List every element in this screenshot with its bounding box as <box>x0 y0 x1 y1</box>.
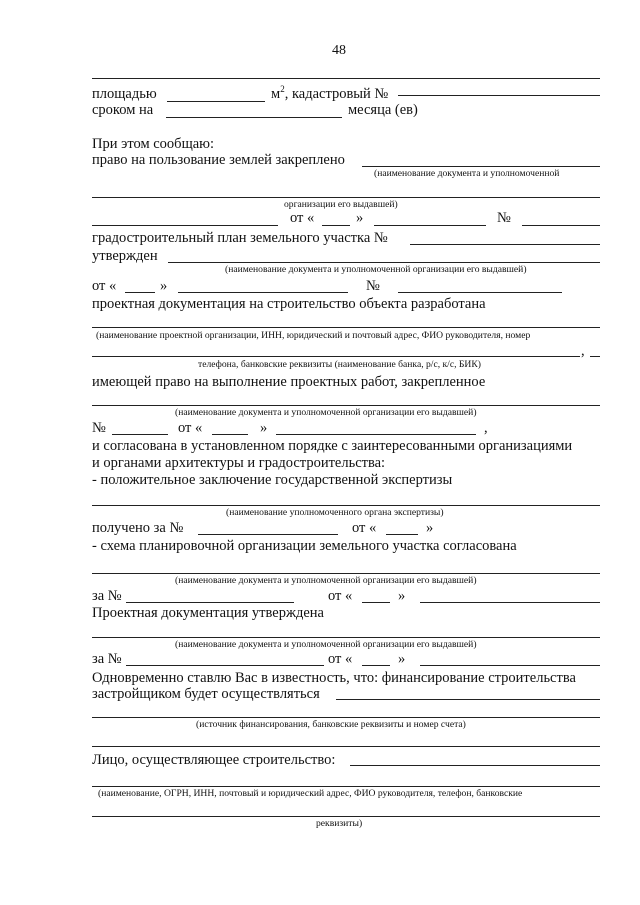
area-field[interactable] <box>167 101 265 102</box>
comma: , <box>484 420 488 436</box>
day-field[interactable] <box>386 534 418 535</box>
builder-field-3[interactable] <box>92 816 600 817</box>
gpzu-text: градостроительный план земельного участка № <box>92 230 388 246</box>
expertise-org-field[interactable] <box>92 505 600 506</box>
approved-field[interactable] <box>168 262 600 263</box>
date-close-label: » <box>356 210 364 226</box>
number-label: № <box>366 278 380 294</box>
date-from-label: от « <box>328 588 353 604</box>
date-from-label: от « <box>352 520 377 536</box>
notify-text: Одновременно ставлю Вас в известность, что: финансирование строительства <box>92 670 576 686</box>
has-right-text: имеющей право на выполнение проектных работ, закрепленное <box>92 374 486 390</box>
scheme-doc-field[interactable] <box>92 573 600 574</box>
project-org-field-3[interactable] <box>590 356 600 357</box>
agreed-text-2: и органами архитектуры и градостроительства: <box>92 455 386 471</box>
month-year-field[interactable] <box>276 434 476 435</box>
day-field[interactable] <box>362 665 390 666</box>
license-field[interactable] <box>92 405 600 406</box>
caption: (наименование уполномоченного органа экспертизы) <box>226 507 444 518</box>
expertise-text: - положительное заключение государственной экспертизы <box>92 472 453 488</box>
caption: (наименование документа и уполномоченной организации его выдавшей) <box>225 264 527 275</box>
date-from-label: от « <box>328 651 353 667</box>
caption: реквизиты) <box>316 818 363 829</box>
land-right-field[interactable] <box>362 166 600 167</box>
date-from-label: от « <box>178 420 203 436</box>
date-close-label: » <box>398 651 406 667</box>
land-doc-field-2[interactable] <box>92 225 278 226</box>
number-field[interactable] <box>112 434 168 435</box>
month-year-field[interactable] <box>420 602 600 603</box>
day-field[interactable] <box>212 434 248 435</box>
land-right-text: право на пользование землей закреплено <box>92 152 345 168</box>
for-number-label: за № <box>92 651 122 667</box>
caption: (наименование документа и уполномоченной <box>374 168 560 179</box>
area-unit: $м^2$, кадастровый № <box>271 84 389 102</box>
funding-field[interactable] <box>336 699 600 700</box>
number-field[interactable] <box>126 602 294 603</box>
received-label: получено за № <box>92 520 184 536</box>
for-number-label: за № <box>92 588 122 604</box>
caption: (наименование документа и уполномоченной организации его выдавшей) <box>175 639 477 650</box>
number-field[interactable] <box>198 534 338 535</box>
project-approved-text: Проектная документация утверждена <box>92 605 324 621</box>
agreed-text-1: и согласована в установленном порядке с заинтересованными организациями <box>92 438 573 454</box>
number-field[interactable] <box>522 225 600 226</box>
page-number: 48 <box>332 43 346 58</box>
top-rule <box>92 78 600 79</box>
months-label: месяца (ев) <box>348 102 418 118</box>
number-label: № <box>497 210 511 226</box>
project-org-field[interactable] <box>92 327 600 328</box>
caption: (наименование проектной организации, ИНН, юридический и почтовый адрес, ФИО руководителя, номер <box>96 330 531 341</box>
builder-label: Лицо, осуществляющее строительство: <box>92 752 336 768</box>
gpzu-field[interactable] <box>410 244 600 245</box>
area-label: площадью <box>92 86 157 102</box>
number-field[interactable] <box>398 292 562 293</box>
approved-label: утвержден <box>92 248 158 264</box>
funding-field-3[interactable] <box>92 746 600 747</box>
caption: (наименование, ОГРН, ИНН, почтовый и юридический адрес, ФИО руководителя, телефон, банковские <box>98 788 523 799</box>
term-label: сроком на <box>92 102 154 118</box>
date-close-label: » <box>426 520 434 536</box>
date-from-label: от « <box>290 210 315 226</box>
term-field[interactable] <box>166 117 342 118</box>
month-year-field[interactable] <box>178 292 348 293</box>
day-field[interactable] <box>322 225 350 226</box>
caption: (наименование документа и уполномоченной организации его выдавшей) <box>175 575 477 586</box>
builder-field-2[interactable] <box>92 786 600 787</box>
comma: , <box>581 343 585 359</box>
area-unit-sup: 2 <box>280 84 285 95</box>
approval-doc-field[interactable] <box>92 637 600 638</box>
scheme-text: - схема планировочной организации земельного участка согласована <box>92 538 517 554</box>
month-year-field[interactable] <box>374 225 486 226</box>
project-org-field-2[interactable] <box>92 356 580 357</box>
day-field[interactable] <box>125 292 155 293</box>
builder-field[interactable] <box>350 765 600 766</box>
month-year-field[interactable] <box>420 665 600 666</box>
caption: организации его выдавшей) <box>284 199 398 210</box>
number-label: № <box>92 420 106 436</box>
land-doc-field[interactable] <box>92 197 600 198</box>
cadastral-label: , кадастровый № <box>284 86 389 102</box>
caption: (источник финансирования, банковские реквизиты и номер счета) <box>196 719 466 730</box>
date-from-label: от « <box>92 278 117 294</box>
developer-text: застройщиком будет осуществляться <box>92 686 320 702</box>
number-field[interactable] <box>126 665 324 666</box>
date-close-label: » <box>398 588 406 604</box>
project-docs-text: проектная документация на строительство объекта разработана <box>92 296 486 312</box>
cadastral-field[interactable] <box>398 95 600 96</box>
date-close-label: » <box>160 278 168 294</box>
funding-field-2[interactable] <box>92 717 600 718</box>
date-close-label: » <box>260 420 268 436</box>
day-field[interactable] <box>362 602 390 603</box>
inform-text: При этом сообщаю: <box>92 136 215 152</box>
caption: (наименование документа и уполномоченной организации его выдавшей) <box>175 407 477 418</box>
caption: телефона, банковские реквизиты (наименование банка, р/с, к/с, БИК) <box>198 359 481 370</box>
